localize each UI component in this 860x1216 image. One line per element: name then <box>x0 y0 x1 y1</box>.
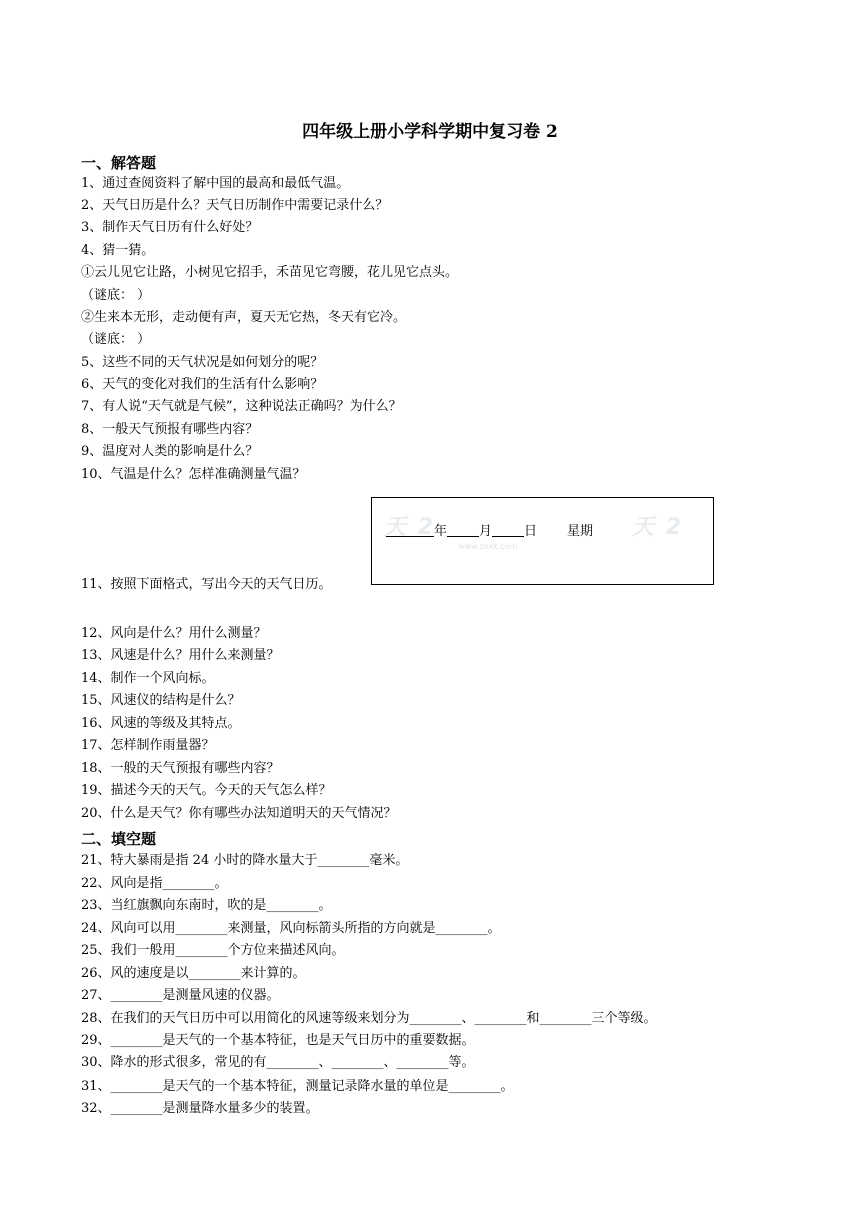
fill-line: 29、________是天气的一个基本特征，也是天气日历中的重要数据。 <box>81 1033 475 1048</box>
question-line: 7、有人说“天气就是气候”，这种说法正确吗？为什么？ <box>81 399 402 414</box>
month-label: 月 <box>479 524 493 539</box>
year-blank <box>386 524 434 537</box>
watermark-url: www.zxxk.com <box>458 542 518 551</box>
question-line: 11、按照下面格式，写出今天的天气日历。 <box>81 577 332 592</box>
riddle-answer: （谜底： ） <box>81 288 151 303</box>
month-blank <box>447 524 479 537</box>
day-label: 日 <box>524 524 538 539</box>
fill-line: 25、我们一般用________个方位来描述风向。 <box>81 943 345 958</box>
fill-line: 32、________是测量降水量多少的装置。 <box>81 1101 319 1116</box>
riddle-line: ②生来本无形，走动便有声，夏天无它热，冬天有它冷。 <box>81 310 407 325</box>
question-line: 4、猜一猜。 <box>81 243 155 258</box>
watermark: 天 2 <box>384 515 435 540</box>
question-line: 20、什么是天气？你有哪些办法知道明天的天气情况？ <box>81 806 397 821</box>
question-line: 1、通过查阅资料了解中国的最高和最低气温。 <box>81 176 350 191</box>
question-line: 19、描述今天的天气。今天的天气怎么样？ <box>81 783 332 798</box>
calendar-date-line <box>386 520 593 539</box>
question-line: 9、温度对人类的影响是什么？ <box>81 444 259 459</box>
riddle-line: ①云儿见它让路，小树见它招手，禾苗见它弯腰，花儿见它点头。 <box>81 265 459 280</box>
section-heading-answer: 一、解答题 <box>81 154 157 172</box>
weather-calendar-box <box>371 497 714 585</box>
fill-line: 31、________是天气的一个基本特征，测量记录降水量的单位是________。 <box>81 1079 514 1094</box>
question-line: 18、一般的天气预报有哪些内容？ <box>81 761 280 776</box>
question-line: 17、怎样制作雨量器？ <box>81 738 215 753</box>
question-line: 15、风速仪的结构是什么？ <box>81 693 241 708</box>
question-line: 8、一般天气预报有哪些内容？ <box>81 422 259 437</box>
watermark: 天 2 <box>632 515 683 540</box>
fill-line: 28、在我们的天气日历中可以用简化的风速等级来划分为________、________和________三个等级。 <box>81 1011 657 1026</box>
year-label: 年 <box>434 524 448 539</box>
fill-line: 30、降水的形式很多，常见的有________、________、________等。 <box>81 1055 475 1070</box>
question-line: 13、风速是什么？用什么来测量？ <box>81 648 280 663</box>
fill-line: 22、风向是指________。 <box>81 876 228 891</box>
question-line: 3、制作天气日历有什么好处？ <box>81 220 259 235</box>
question-line: 6、天气的变化对我们的生活有什么影响？ <box>81 377 324 392</box>
question-line: 16、风速的等级及其特点。 <box>81 716 241 731</box>
question-line: 14、制作一个风向标。 <box>81 671 215 686</box>
fill-line: 26、风的速度是以________来计算的。 <box>81 966 306 981</box>
fill-line: 27、________是测量风速的仪器。 <box>81 988 280 1003</box>
riddle-answer: （谜底： ） <box>81 332 151 347</box>
fill-line: 24、风向可以用________来测量，风向标箭头所指的方向就是________。 <box>81 921 501 936</box>
weekday-label: 星期 <box>567 524 594 539</box>
question-line: 2、天气日历是什么？天气日历制作中需要记录什么？ <box>81 198 389 213</box>
question-line: 10、气温是什么？怎样准确测量气温？ <box>81 467 306 482</box>
question-line: 12、风向是什么？用什么测量？ <box>81 626 267 641</box>
question-line: 5、这些不同的天气状况是如何划分的呢？ <box>81 355 324 370</box>
section-heading-fill: 二、填空题 <box>81 830 157 848</box>
fill-line: 21、特大暴雨是指 24 小时的降水量大于________毫米。 <box>81 853 409 868</box>
page-title: 四年级上册小学科学期中复习卷 2 <box>302 122 558 142</box>
day-blank <box>492 524 524 537</box>
fill-line: 23、当红旗飘向东南时，吹的是________。 <box>81 898 332 913</box>
